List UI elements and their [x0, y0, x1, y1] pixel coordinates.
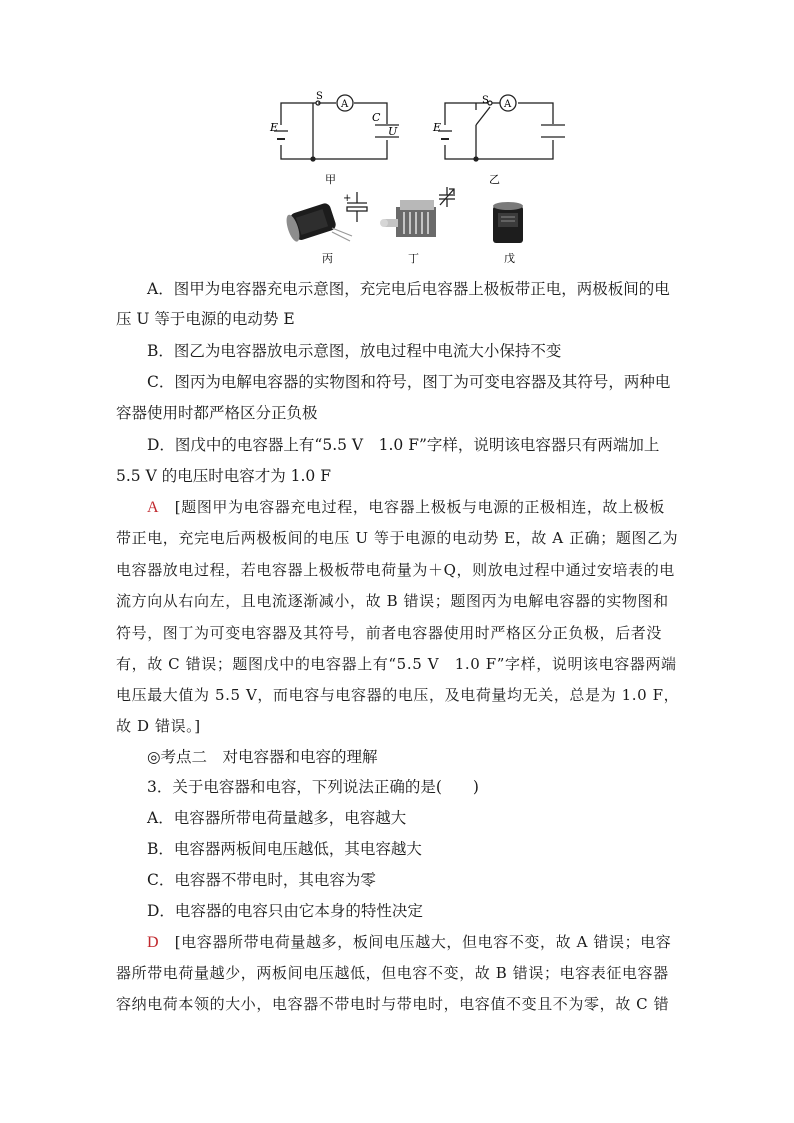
q2-explanation-line5: 符号，图丁为可变电容器及其符号，前者电容器使用时严格区分正负极，后者没: [116, 624, 663, 642]
supercapacitor-image: [493, 202, 523, 243]
label-U: U: [388, 125, 398, 138]
circuit-jia: [274, 95, 399, 161]
label-yi: 乙: [489, 173, 500, 186]
q2-explanation-line8: 故 D 错误。]: [116, 717, 201, 735]
q3-explanation-line2: 器所带电荷量越少，两板间电压越低，但电容不变，故 B 错误；电容表征电容器: [116, 964, 669, 982]
q2-explanation-line7: 电压最大值为 5.5 V，而电容与电容器的电压，及电荷量均无关，总是为 1.0 F，: [116, 686, 680, 704]
label-wu: 戊: [504, 252, 515, 265]
label-S-jia: S: [316, 91, 323, 102]
capacitor-figure: [0, 0, 794, 270]
variable-capacitor-symbol: [439, 187, 455, 207]
q2-explanation-line4: 流方向从右向左，且电流逐渐减小，故 B 错误；题图丙为电解电容器的实物图和: [116, 592, 669, 610]
electrolytic-capacitor-image: [284, 202, 352, 243]
label-ding: 丁: [408, 252, 419, 265]
label-S-yi: S: [482, 95, 489, 106]
variable-capacitor-image: [380, 200, 436, 237]
q2-option-c-line1: C．图丙为电解电容器的实物图和符号，图丁为可变电容器及其符号，两种电: [147, 373, 671, 391]
q3-option-b: B．电容器两板间电压越低，其电容越大: [147, 840, 422, 858]
q2-option-a-line1: A．图甲为电容器充电示意图，充完电后电容器上极板带正电，两极板间的电: [147, 280, 670, 298]
q2-explanation-line3: 电容器放电过程，若电容器上极板带电荷量为＋Q，则放电过程中通过安培表的电: [116, 561, 675, 579]
q2-answer: A: [147, 499, 160, 516]
q2-explanation-line2: 带正电，充完电后两极板间的电压 U 等于电源的电动势 E，故 A 正确；题图乙为: [116, 529, 679, 547]
q3-option-c: C．电容器不带电时，其电容为零: [147, 871, 376, 889]
q3-option-d: D．电容器的电容只由它本身的特性决定: [147, 902, 423, 920]
label-bing: 丙: [322, 252, 333, 265]
q2-explanation-line1: A [题图甲为电容器充电过程，电容器上极板与电源的正极相连，故上极板: [147, 498, 665, 516]
label-E-yi: E: [433, 121, 442, 134]
label-A-yi: A: [504, 99, 512, 110]
circuit-yi: [438, 95, 565, 161]
label-A-jia: A: [341, 99, 349, 110]
label-E-jia: E: [270, 121, 279, 134]
label-plus: +: [343, 193, 352, 204]
q3-explanation-line1: D [电容器所带电荷量越多，板间电压越大，但电容不变，故 A 错误；电容: [147, 933, 672, 951]
label-C: C: [372, 111, 381, 124]
q2-option-d-line2: 5.5 V 的电压时电容才为 1.0 F: [116, 467, 331, 485]
q3-stem: 3．关于电容器和电容，下列说法正确的是( ): [147, 778, 479, 796]
q2-option-d-line1: D．图戊中的电容器上有“5.5 V 1.0 F”字样，说明该电容器只有两端加上: [147, 436, 660, 454]
q2-option-b: B．图乙为电容器放电示意图，放电过程中电流大小保持不变: [147, 342, 562, 360]
q2-option-a-line2: 压 U 等于电源的电动势 E: [116, 310, 295, 328]
q3-explanation-line3: 容纳电荷本领的大小，电容器不带电时与带电时，电容值不变且不为零，故 C 错: [116, 995, 670, 1013]
section-title: ◎考点二 对电容器和电容的理解: [147, 748, 378, 766]
q3-option-a: A．电容器所带电荷量越多，电容越大: [147, 809, 407, 827]
q2-explanation-line6: 有，故 C 错误；题图戊中的电容器上有“5.5 V 1.0 F”字样，说明该电容器两端: [116, 655, 677, 673]
q3-answer: D: [147, 934, 160, 951]
q2-option-c-line2: 容器使用时都严格区分正负极: [116, 404, 318, 422]
label-jia: 甲: [325, 173, 336, 186]
